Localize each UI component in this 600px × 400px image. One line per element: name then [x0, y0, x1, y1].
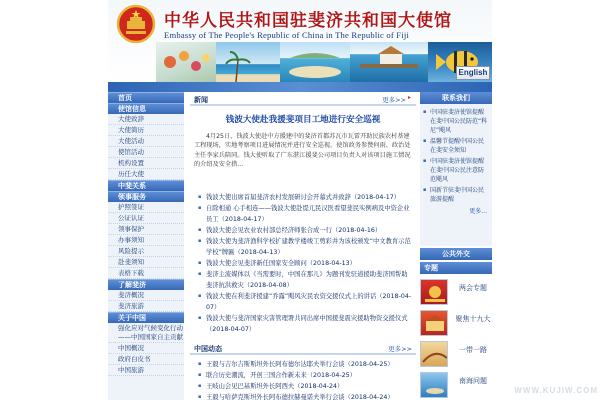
nav-item-fiji-overview[interactable]: 斐济概况 [108, 290, 184, 301]
nav-item-passport-visa[interactable]: 护照签证 [108, 202, 184, 213]
topic-two-sessions[interactable] [420, 279, 492, 307]
nav-home[interactable]: 首页 [108, 92, 184, 103]
nav-item-china-overview[interactable]: 中国概况 [108, 343, 184, 354]
right-sidebar [420, 92, 492, 400]
embassy-title-cn: 中华人民共和国驻斐济共和国大使馆 [164, 11, 452, 31]
china-news-item[interactable]: ▪ 王毅与吉尔吉斯斯坦外长阿布德尔达耶夫举行会谈（2018-04-25） [190, 359, 416, 370]
banner-photo-strip [156, 42, 492, 82]
topic-label: 南海问题 [459, 377, 487, 385]
china-news-item[interactable]: ▪ 王岐山会见巴基斯坦外长阿西夫（2018-04-24） [190, 381, 416, 392]
china-news-header [190, 341, 416, 355]
notice-more-link[interactable]: 更多... [469, 208, 487, 215]
nav-item-organization[interactable]: 机构设置 [108, 158, 184, 169]
nav-item-travel-notes[interactable]: 赴斐须知 [108, 257, 184, 268]
news-item[interactable]: ▪ 钱波大使在利斐济援建“乔露”飓风灾民农资交援仪式上的讲话（2018-04-07） [190, 291, 416, 313]
banner-photo-flowers [156, 42, 216, 82]
header-divider-band [108, 82, 492, 92]
nav-section-about-china[interactable]: 关于中国 [108, 312, 184, 323]
news-item[interactable]: ▪ 钱波大使出席首届斐济农村发展研讨会开幕式并致辞（2018-04-17） [190, 192, 416, 203]
nav-item-form-download[interactable]: 表格下载 [108, 268, 184, 279]
watermark: WWW.KUJIW.COM [514, 386, 598, 395]
nav-section-relations[interactable]: 中斐关系 [108, 180, 184, 191]
news-item[interactable]: ▪ 钱波大使会见农业农村部总经济师张合成一行（2018-04-16） [190, 225, 416, 236]
left-sidebar [108, 92, 184, 400]
news-item[interactable]: ▪ 钱波大使与斐济国家灾害管理署共同出席中国援斐震灾援助物资交援仪式（2018-04-07） [190, 313, 416, 335]
news-item[interactable]: ▪ 钱波大使会见斐济新任国家安全顾问（2018-04-13） [190, 258, 416, 269]
main-content [190, 92, 416, 400]
nav-item-consular-protection[interactable]: 领事保护 [108, 224, 184, 235]
topics-header[interactable]: 专题 [420, 262, 492, 274]
nav-section-fiji[interactable]: 了解斐济 [108, 279, 184, 290]
nav-item-ambassador-bio[interactable]: 大使简历 [108, 125, 184, 136]
embassy-title-en: Embassy of The People's Republic of China in The Republic of Fiji [164, 30, 410, 40]
notice-item[interactable]: ▪ 中国驻斐济使馆提醒在斐中国公民防范“科尼”飓风 [423, 108, 489, 135]
topic-south-china-sea[interactable] [420, 372, 492, 400]
nav-section-consular[interactable]: 领事服务 [108, 191, 184, 202]
notice-item[interactable]: ▪ 国新节驻斐中国公民旅游提醒 [423, 186, 489, 204]
notice-list [420, 104, 492, 246]
china-news-more-link[interactable]: 更多>> [388, 345, 412, 353]
banner-photo-pier [350, 42, 428, 82]
national-emblem-icon[interactable] [116, 4, 156, 44]
nav-item-ambassador-speech[interactable]: 大使致辞 [108, 114, 184, 125]
news-list [190, 192, 416, 335]
contact-us-header[interactable]: 联系我们 [420, 92, 492, 104]
nav-item-procedures[interactable]: 办事须知 [108, 235, 184, 246]
notice-item[interactable]: ▪ 温馨节提醒中国公民在斐安全须知 [423, 137, 489, 155]
lead-headline-link[interactable]: 钱波大使赴我援斐项目工地进行安全巡视 [225, 115, 381, 125]
nav-section-embassy[interactable]: 使馆信息 [108, 103, 184, 114]
topic-label: 聚焦十九大 [455, 315, 491, 323]
news-item[interactable]: ▪ 自除相通 心手相连——钱波大使赴缇兀民汉医看望斐民实例病及中资企业员工（2018-04-17） [190, 203, 416, 225]
nav-item-fiji-tourism[interactable]: 斐济旅游 [108, 301, 184, 312]
china-news-title: 中国动态 [194, 345, 222, 353]
nav-item-ambassador-activities[interactable]: 大使活动 [108, 136, 184, 147]
arrow-icon[interactable]: ▸ [408, 94, 412, 101]
nav-item-white-papers[interactable]: 政府白皮书 [108, 354, 184, 365]
lead-summary: 4月25日，钱波大使赴中方援建中的斐济首都苏瓦市瓦雷开助民族农村基建工程现场，实地考察项目进展情况并进行安全巡视。使馆政务参赞何雨、政治处主任李家兵陪同。钱大使听取了广东湛江援斐公司项目负责人对该项目施工情况的介绍及安全措... [194, 133, 411, 169]
topic-label: 一带一路 [459, 346, 487, 354]
news-section-header [190, 92, 416, 106]
nav-item-former-ambassadors[interactable]: 历任大使 [108, 169, 184, 180]
china-news-section [190, 341, 416, 400]
news-more-link[interactable]: 更多>> [382, 96, 406, 104]
news-item[interactable]: ▪ 钱波大使为斐济渔科学校扩建教学楼竣工剪彩并为该校颁发“中文教育示范学校”牌匾（2018-04-13） [190, 236, 416, 258]
news-item[interactable]: ▪ 斐济主流媒体以《当需要时，中国在那儿》为题刊发驻道援助斐济国帮助斐济抗洪救灾（2018-04-08） [190, 269, 416, 291]
topic-thumbnail [420, 310, 448, 336]
nav-item-risk-alerts[interactable]: 风险提示 [108, 246, 184, 257]
topic-thumbnail [420, 372, 448, 398]
english-version-button[interactable]: English [456, 66, 490, 80]
china-news-list [190, 359, 416, 400]
public-diplomacy-header[interactable]: 公共外交 [420, 248, 492, 260]
banner-photo-beach [216, 42, 280, 82]
topic-19th-congress[interactable] [420, 310, 492, 338]
site-header [108, 0, 492, 82]
banner-photo-lagoon [280, 42, 350, 82]
nav-item-embassy-activities[interactable]: 使馆活动 [108, 147, 184, 158]
topic-belt-road[interactable] [420, 341, 492, 369]
china-news-item[interactable]: ▪ 王毅与哈萨克斯坦外长阿布德拉赫曼诺夫举行会谈（2018-04-24） [190, 392, 416, 400]
topics-list [420, 274, 492, 400]
topic-thumbnail [420, 279, 448, 305]
nav-item-china-tourism[interactable]: 中国旅游 [108, 365, 184, 376]
topic-thumbnail [420, 341, 448, 367]
news-section-title: 新闻 [194, 96, 208, 104]
china-news-item[interactable]: ▪ 联合历史潮流，开创三国合作新未来（2018-04-25） [190, 370, 416, 381]
notice-item[interactable]: ▪ 中国驻斐济使馆提醒在斐中国公民注意防范飓风 [423, 157, 489, 184]
topic-label: 两会专题 [459, 284, 487, 292]
nav-item-climate-action[interactable]: 强化应对气候变化行动——中国国家自主贡献 [108, 323, 184, 343]
nav-item-notarization[interactable]: 公证认证 [108, 213, 184, 224]
